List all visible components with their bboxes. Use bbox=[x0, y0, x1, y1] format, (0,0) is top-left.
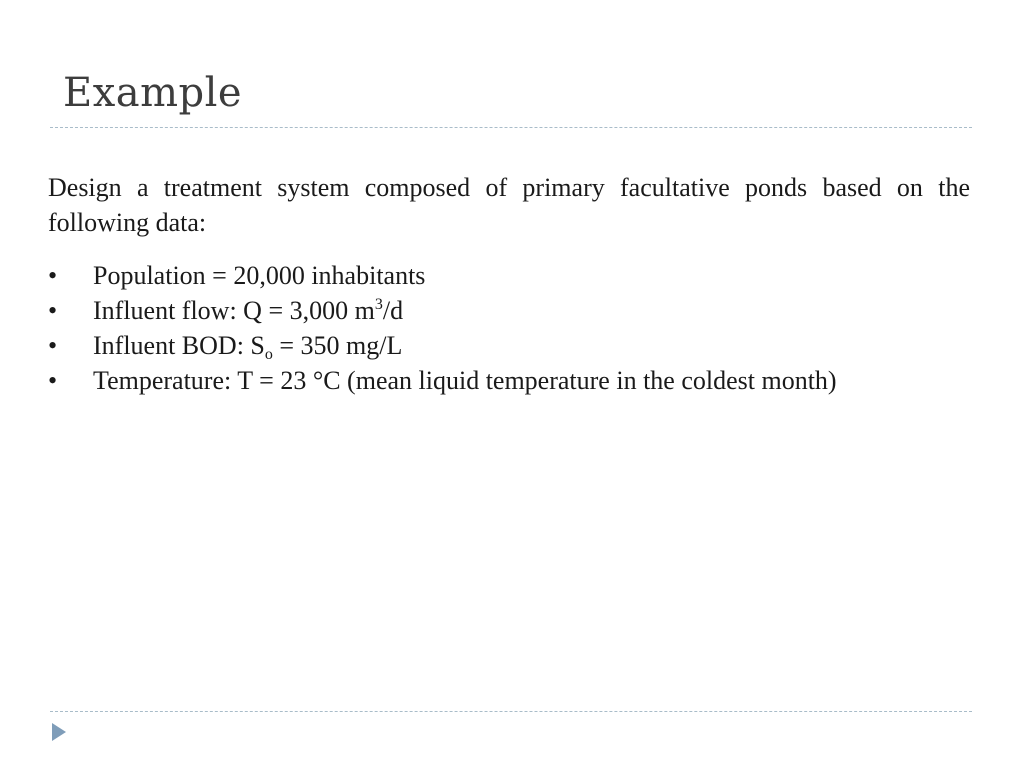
influent-flow-text: Influent flow: Q = 3,000 m bbox=[93, 296, 375, 325]
next-slide-arrow-icon[interactable] bbox=[52, 723, 66, 741]
footer-divider bbox=[50, 711, 972, 712]
title-divider bbox=[50, 127, 972, 128]
intro-paragraph: Design a treatment system composed of primary facultative ponds based on the following data: bbox=[48, 173, 970, 237]
cubic-superscript: 3 bbox=[374, 296, 383, 313]
influent-flow-unit: /d bbox=[382, 296, 404, 325]
design-data-list bbox=[48, 258, 970, 398]
bullet-icon: • bbox=[48, 331, 58, 360]
list-item-influent-flow bbox=[48, 293, 970, 328]
influent-bod-value: = 350 mg/L bbox=[272, 331, 403, 360]
bullet-icon: • bbox=[48, 366, 58, 395]
slide-title: Example bbox=[63, 70, 243, 116]
bod-subscript: o bbox=[264, 346, 273, 363]
bullet-icon: • bbox=[48, 296, 58, 325]
temperature-text: Temperature: T = 23 °C (mean liquid temperature in the coldest month) bbox=[93, 366, 837, 395]
slide-body bbox=[48, 170, 970, 398]
influent-bod-text: Influent BOD: S bbox=[93, 331, 265, 360]
bullet-icon: • bbox=[48, 261, 58, 290]
list-item-temperature bbox=[48, 363, 970, 398]
population-text: Population = 20,000 inhabitants bbox=[93, 261, 426, 290]
list-item-influent-bod bbox=[48, 328, 970, 363]
list-item-population bbox=[48, 258, 970, 293]
